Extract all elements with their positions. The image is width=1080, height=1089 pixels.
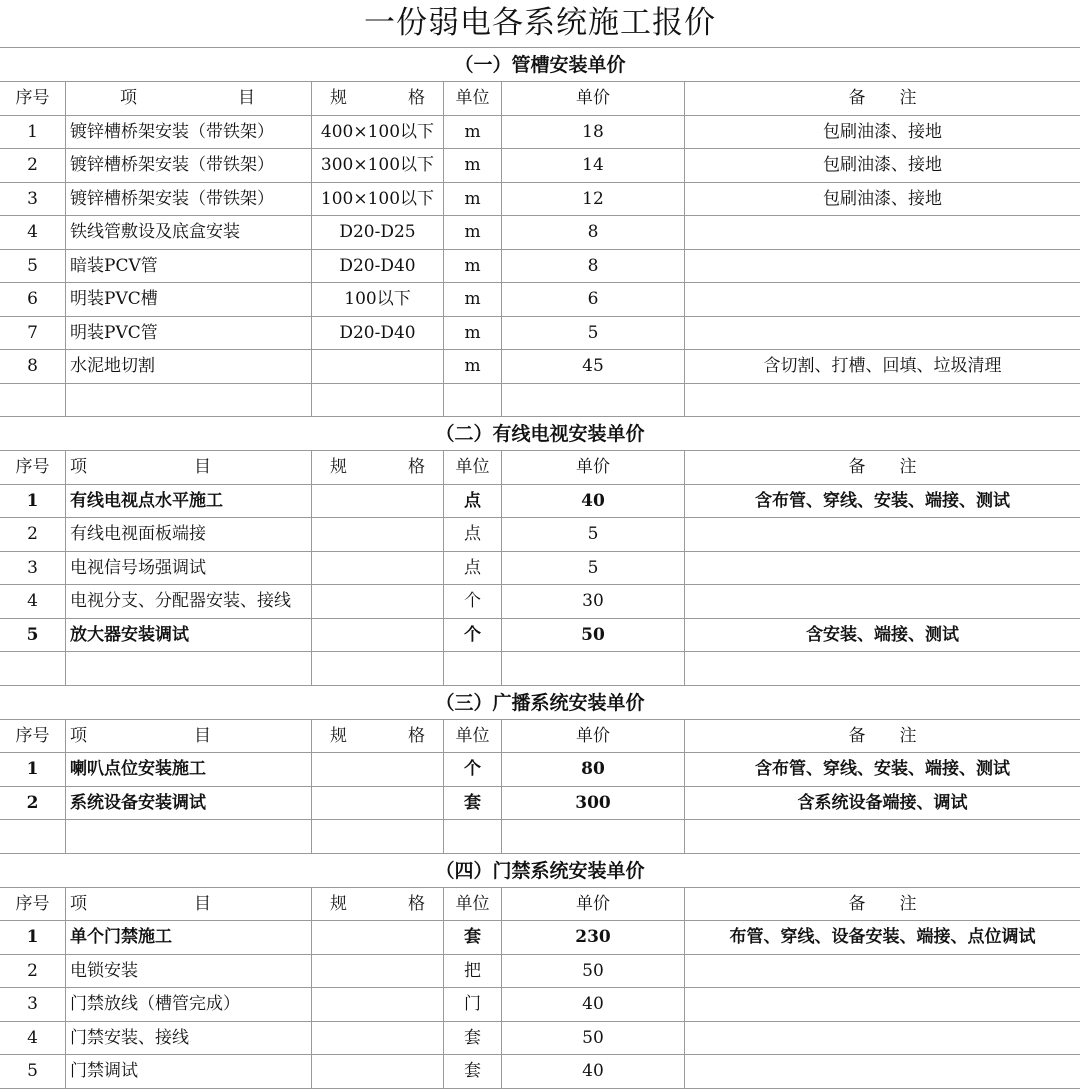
table-row bbox=[0, 955, 1080, 989]
cell-item: 电锁安装 bbox=[66, 955, 312, 988]
header-no: 序号 bbox=[0, 451, 66, 484]
cell-item: 电视信号场强调试 bbox=[66, 552, 312, 585]
cell-no: 2 bbox=[0, 149, 66, 182]
cell-no: 8 bbox=[0, 350, 66, 383]
header-unit: 单位 bbox=[444, 451, 502, 484]
cell-no: 7 bbox=[0, 317, 66, 350]
cell-item: 有线电视面板端接 bbox=[66, 518, 312, 551]
cell-item: 放大器安装调试 bbox=[66, 619, 312, 652]
cell-spec bbox=[312, 552, 444, 585]
cell-spec bbox=[312, 921, 444, 954]
header-unit: 单位 bbox=[444, 888, 502, 921]
cell-item: 电视分支、分配器安装、接线 bbox=[66, 585, 312, 618]
cell-note bbox=[685, 1055, 1080, 1088]
header-spec: 规 格 bbox=[312, 720, 444, 753]
cell-note bbox=[685, 585, 1080, 618]
cell-price: 14 bbox=[502, 149, 685, 182]
cell-price: 30 bbox=[502, 585, 685, 618]
cell-no: 2 bbox=[0, 518, 66, 551]
cell-unit: m bbox=[444, 116, 502, 149]
cell-item: 水泥地切割 bbox=[66, 350, 312, 383]
cell-no: 5 bbox=[0, 1055, 66, 1088]
cell-unit: 个 bbox=[444, 753, 502, 786]
table-row bbox=[0, 216, 1080, 250]
table-row bbox=[0, 585, 1080, 619]
blank-row bbox=[0, 384, 1080, 418]
cell-spec: 400×100以下 bbox=[312, 116, 444, 149]
table-row bbox=[0, 283, 1080, 317]
cell-unit: 点 bbox=[444, 518, 502, 551]
cell-note bbox=[685, 250, 1080, 283]
cell-item: 门禁放线（槽管完成） bbox=[66, 988, 312, 1021]
table-row bbox=[0, 250, 1080, 284]
cell-price: 40 bbox=[502, 485, 685, 518]
cell-note: 含安装、端接、测试 bbox=[806, 624, 959, 645]
header-no: 序号 bbox=[0, 82, 66, 115]
table-row bbox=[0, 787, 1080, 821]
table-header bbox=[0, 720, 1080, 754]
cell-no: 5 bbox=[0, 250, 66, 283]
cell-note bbox=[685, 955, 1080, 988]
cell-spec: D20-D25 bbox=[312, 216, 444, 249]
cell-note: 布管、穿线、设备安装、端接、点位调试 bbox=[729, 927, 1036, 947]
cell-price: 8 bbox=[502, 250, 685, 283]
cell-note bbox=[685, 988, 1080, 1021]
cell-no: 1 bbox=[0, 485, 66, 518]
cell-spec bbox=[312, 988, 444, 1021]
cell-spec bbox=[312, 787, 444, 820]
cell-unit: m bbox=[444, 216, 502, 249]
cell-spec: 100×100以下 bbox=[312, 183, 444, 216]
table-row bbox=[0, 116, 1080, 150]
cell-item: 系统设备安装调试 bbox=[66, 787, 312, 820]
cell-no: 1 bbox=[0, 921, 66, 954]
cell-item: 喇叭点位安装施工 bbox=[66, 753, 312, 786]
cell-note bbox=[685, 518, 1080, 551]
table-row bbox=[0, 485, 1080, 519]
cell-no: 4 bbox=[0, 1022, 66, 1055]
cell-spec bbox=[312, 485, 444, 518]
header-price: 单价 bbox=[502, 720, 685, 753]
cell-item: 明装PVC槽 bbox=[66, 283, 312, 316]
cell-unit: 个 bbox=[444, 585, 502, 618]
cell-price: 50 bbox=[502, 619, 685, 652]
table-row bbox=[0, 552, 1080, 586]
cell-note bbox=[685, 216, 1080, 249]
cell-no: 2 bbox=[0, 955, 66, 988]
cell-price: 12 bbox=[502, 183, 685, 216]
cell-note: 包刷油漆、接地 bbox=[823, 188, 942, 209]
cell-spec bbox=[312, 955, 444, 988]
header-price: 单价 bbox=[502, 451, 685, 484]
cell-price: 8 bbox=[502, 216, 685, 249]
section-title: （二）有线电视安装单价 bbox=[0, 417, 1080, 451]
cell-item: 镀锌槽桥架安装（带铁架） bbox=[66, 116, 312, 149]
table-row bbox=[0, 753, 1080, 787]
cell-spec bbox=[312, 350, 444, 383]
cell-item: 暗装PCV管 bbox=[66, 250, 312, 283]
table-row bbox=[0, 350, 1080, 384]
cell-price: 40 bbox=[502, 1055, 685, 1088]
header-item: 项 目 bbox=[66, 720, 312, 753]
cell-price: 80 bbox=[502, 753, 685, 786]
cell-note: 含切割、打槽、回填、垃圾清理 bbox=[763, 356, 1002, 376]
cell-price: 5 bbox=[502, 518, 685, 551]
table-row bbox=[0, 619, 1080, 653]
table-row bbox=[0, 988, 1080, 1022]
cell-spec bbox=[312, 1022, 444, 1055]
section-title: （一）管槽安装单价 bbox=[0, 48, 1080, 82]
cell-note: 含布管、穿线、安装、端接、测试 bbox=[755, 490, 1010, 511]
section-title: （四）门禁系统安装单价 bbox=[0, 854, 1080, 888]
header-note: 备 注 bbox=[848, 457, 917, 477]
cell-unit: 套 bbox=[444, 1022, 502, 1055]
cell-price: 40 bbox=[502, 988, 685, 1021]
cell-unit: m bbox=[444, 250, 502, 283]
cell-item: 有线电视点水平施工 bbox=[66, 485, 312, 518]
cell-unit: 个 bbox=[444, 619, 502, 652]
page-title: 一份弱电各系统施工报价 bbox=[0, 0, 1080, 48]
cell-note: 包刷油漆、接地 bbox=[823, 155, 942, 175]
cell-spec bbox=[312, 1055, 444, 1088]
cell-unit: 套 bbox=[444, 787, 502, 820]
table-row bbox=[0, 149, 1080, 183]
cell-unit: 把 bbox=[444, 955, 502, 988]
cell-unit: 门 bbox=[444, 988, 502, 1021]
header-note: 备 注 bbox=[848, 725, 917, 746]
cell-spec: D20-D40 bbox=[312, 317, 444, 350]
cell-unit: m bbox=[444, 283, 502, 316]
cell-unit: m bbox=[444, 317, 502, 350]
table-header bbox=[0, 888, 1080, 922]
cell-price: 230 bbox=[502, 921, 685, 954]
header-price: 单价 bbox=[502, 888, 685, 921]
cell-item: 镀锌槽桥架安装（带铁架） bbox=[66, 183, 312, 216]
table-row bbox=[0, 921, 1080, 955]
cell-note: 含系统设备端接、调试 bbox=[797, 792, 968, 813]
cell-no: 3 bbox=[0, 552, 66, 585]
cell-no: 5 bbox=[0, 619, 66, 652]
cell-no: 2 bbox=[0, 787, 66, 820]
cell-item: 门禁安装、接线 bbox=[66, 1022, 312, 1055]
cell-price: 5 bbox=[502, 552, 685, 585]
cell-note: 含布管、穿线、安装、端接、测试 bbox=[755, 759, 1010, 779]
cell-spec bbox=[312, 753, 444, 786]
cell-note bbox=[685, 552, 1080, 585]
cell-item: 明装PVC管 bbox=[66, 317, 312, 350]
cell-price: 50 bbox=[502, 955, 685, 988]
cell-spec: 300×100以下 bbox=[312, 149, 444, 182]
blank-row bbox=[0, 652, 1080, 686]
table-row bbox=[0, 183, 1080, 217]
blank-row bbox=[0, 820, 1080, 854]
cell-note: 包刷油漆、接地 bbox=[823, 121, 942, 142]
table-row bbox=[0, 518, 1080, 552]
cell-unit: 套 bbox=[444, 1055, 502, 1088]
header-unit: 单位 bbox=[444, 720, 502, 753]
cell-note bbox=[685, 1022, 1080, 1055]
cell-item: 镀锌槽桥架安装（带铁架） bbox=[66, 149, 312, 182]
cell-price: 50 bbox=[502, 1022, 685, 1055]
table-row bbox=[0, 317, 1080, 351]
cell-note bbox=[685, 283, 1080, 316]
cell-price: 6 bbox=[502, 283, 685, 316]
cell-note bbox=[685, 317, 1080, 350]
header-item: 项 目 bbox=[66, 888, 312, 921]
cell-unit: m bbox=[444, 183, 502, 216]
header-note: 备 注 bbox=[848, 88, 917, 108]
cell-no: 6 bbox=[0, 283, 66, 316]
cell-no: 4 bbox=[0, 585, 66, 618]
cell-unit: 点 bbox=[444, 485, 502, 518]
header-price: 单价 bbox=[502, 82, 685, 115]
header-no: 序号 bbox=[0, 720, 66, 753]
header-spec: 规 格 bbox=[312, 451, 444, 484]
cell-no: 1 bbox=[0, 116, 66, 149]
cell-price: 18 bbox=[502, 116, 685, 149]
header-item: 项 目 bbox=[66, 451, 312, 484]
cell-item: 门禁调试 bbox=[66, 1055, 312, 1088]
cell-spec bbox=[312, 518, 444, 551]
table-header bbox=[0, 82, 1080, 116]
cell-no: 3 bbox=[0, 183, 66, 216]
cell-unit: m bbox=[444, 149, 502, 182]
cell-no: 1 bbox=[0, 753, 66, 786]
header-spec: 规 格 bbox=[312, 82, 444, 115]
table-header bbox=[0, 451, 1080, 485]
cell-spec: D20-D40 bbox=[312, 250, 444, 283]
section-title: （三）广播系统安装单价 bbox=[0, 686, 1080, 720]
cell-price: 45 bbox=[502, 350, 685, 383]
header-spec: 规 格 bbox=[312, 888, 444, 921]
header-note: 备 注 bbox=[848, 893, 917, 914]
cell-no: 3 bbox=[0, 988, 66, 1021]
cell-price: 300 bbox=[502, 787, 685, 820]
cell-item: 铁线管敷设及底盒安装 bbox=[66, 216, 312, 249]
cell-spec: 100以下 bbox=[312, 283, 444, 316]
cell-price: 5 bbox=[502, 317, 685, 350]
cell-unit: 套 bbox=[444, 921, 502, 954]
cell-unit: 点 bbox=[444, 552, 502, 585]
cell-spec bbox=[312, 585, 444, 618]
table-row bbox=[0, 1055, 1080, 1089]
header-item: 项 目 bbox=[66, 82, 312, 115]
header-unit: 单位 bbox=[444, 82, 502, 115]
cell-no: 4 bbox=[0, 216, 66, 249]
cell-item: 单个门禁施工 bbox=[66, 921, 312, 954]
table-row bbox=[0, 1022, 1080, 1056]
header-no: 序号 bbox=[0, 888, 66, 921]
cell-unit: m bbox=[444, 350, 502, 383]
cell-spec bbox=[312, 619, 444, 652]
